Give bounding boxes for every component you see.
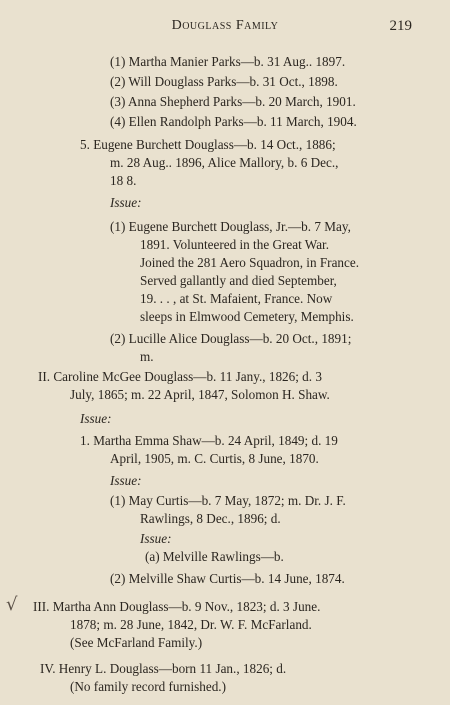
text-line: (2) Melville Shaw Curtis—b. 14 June, 1874.: [110, 571, 345, 586]
text-line: 19. . . , at St. Mafaient, France. Now: [140, 291, 333, 306]
running-title: Douglass Family: [171, 18, 279, 33]
text-line: (1) May Curtis—b. 7 May, 1872; m. Dr. J. F.: [110, 493, 346, 508]
text-line: Rawlings, 8 Dec., 1896; d.: [140, 511, 281, 526]
text-line: 5. Eugene Burchett Douglass—b. 14 Oct., 1886;: [80, 137, 336, 152]
text-line: (1) Martha Manier Parks—b. 31 Aug.. 1897.: [110, 54, 346, 69]
text-line: (2) Will Douglass Parks—b. 31 Oct., 1898.: [110, 74, 338, 89]
text-line: m.: [140, 349, 154, 364]
text-line: Served gallantly and died September,: [140, 273, 337, 288]
text-line: Joined the 281 Aero Squadron, in France.: [140, 255, 360, 270]
text-line: sleeps in Elmwood Cemetery, Memphis.: [140, 309, 354, 324]
text-line: (1) Eugene Burchett Douglass, Jr.—b. 7 May,: [110, 219, 351, 234]
text-line: (4) Ellen Randolph Parks—b. 11 March, 1904.: [110, 114, 357, 129]
text-line: April, 1905, m. C. Curtis, 8 June, 1870.: [110, 451, 319, 466]
text-line: 1891. Volunteered in the Great War.: [140, 237, 330, 252]
text-line: 18 8.: [110, 173, 137, 188]
text-line: (3) Anna Shepherd Parks—b. 20 March, 1901.: [110, 94, 356, 109]
issue-label: Issue:: [140, 531, 172, 546]
text-line: IV. Henry L. Douglass—born 11 Jan., 1826; d.: [40, 661, 287, 676]
text-line: 1878; m. 28 June, 1842, Dr. W. F. McFarland.: [70, 617, 312, 632]
text-line: III. Martha Ann Douglass—b. 9 Nov., 1823; d. 3 June.: [33, 599, 321, 614]
issue-label: Issue:: [80, 411, 112, 426]
issue-label: Issue:: [110, 195, 142, 210]
page-number: 219: [389, 18, 412, 34]
check-mark-icon: √: [6, 594, 18, 615]
issue-label: Issue:: [110, 473, 142, 488]
text-line: (2) Lucille Alice Douglass—b. 20 Oct., 1891;: [110, 331, 352, 346]
text-line: (See McFarland Family.): [70, 635, 203, 650]
text-line: m. 28 Aug.. 1896, Alice Mallory, b. 6 Dec.,: [110, 155, 339, 170]
text-line: II. Caroline McGee Douglass—b. 11 Jany., 1826; d. 3: [38, 369, 322, 384]
text-line: 1. Martha Emma Shaw—b. 24 April, 1849; d. 19: [80, 433, 338, 448]
page-header: [0, 14, 450, 34]
text-line: July, 1865; m. 22 April, 1847, Solomon H. Shaw.: [70, 387, 330, 402]
text-line: (a) Melville Rawlings—b.: [145, 549, 284, 564]
text-line: (No family record furnished.): [70, 679, 226, 694]
